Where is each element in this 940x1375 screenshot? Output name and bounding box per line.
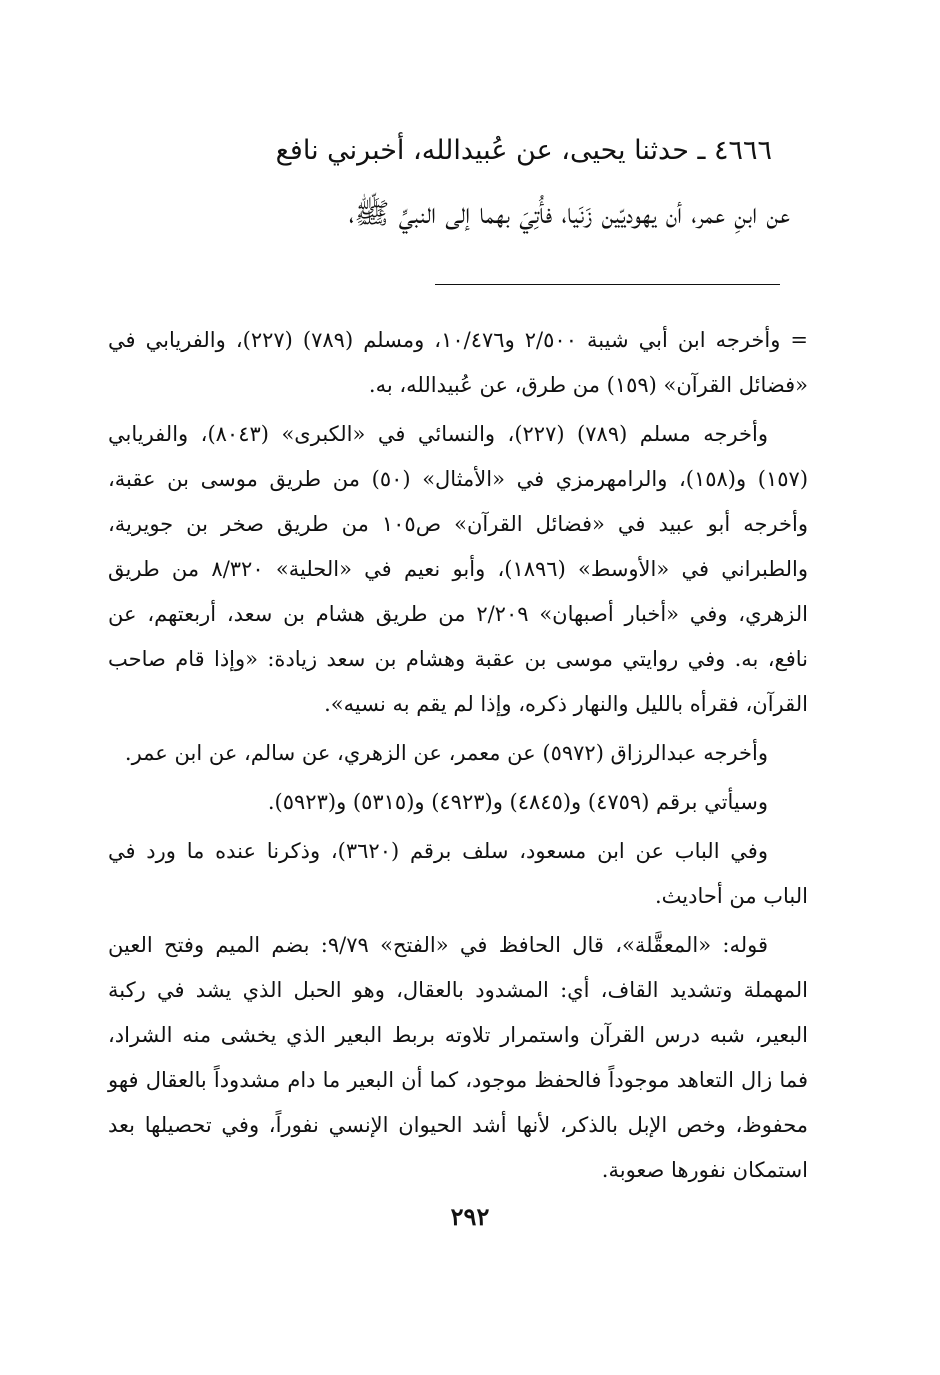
footnotes [108, 318, 808, 1197]
footnote-divider [435, 284, 780, 285]
footnote-paragraph-6: قوله: «المعقَّلة»، قال الحافظ في «الفتح» ٩/٧٩: بضم الميم وفتح العين المهملة وتشديد القاف، أي: المشدود بالعقال، وهو الحبل الذي يشد في ركبة البعير، شبه درس القرآن واستمرار تلاوته بربط البعير الذي يخشى منه الشراد، فما زال التعاهد موجوداً فالحفظ موجود، كما أن البعير ما دام مشدوداً بالعقال فهو محفوظ، وخص الإبل بالذكر، لأنها أشد الحيوان الإنسي نفوراً، وفي تحصيلها بعد استمكان نفورها صعوبة. [108, 933, 808, 1182]
footnote-paragraph-3: وأخرجه عبدالرزاق (٥٩٧٢) عن معمر، عن الزهري، عن سالم، عن ابن عمر. [124, 741, 768, 765]
hadith-line-2: عن ابنِ عمر، أن يهوديّين زَنَيا، فأُتِيَ بهما إلى النبيِّ ﷺ، [348, 196, 790, 230]
page-number: ٢٩٢ [450, 1202, 490, 1231]
footnote-paragraph-5: وفي الباب عن ابن مسعود، سلف برقم (٣٦٢٠)، وذكرنا عنده ما ورد في الباب من أحاديث. [108, 839, 808, 908]
hadith-line-1: ٤٦٦٦ ـ حدثنا يحيى، عن عُبيدالله، أخبرني نافع [275, 135, 772, 166]
footnote-paragraph-1: = وأخرجه ابن أبي شيبة ٢/٥٠٠ و١٠/٤٧٦، ومسلم (٧٨٩) (٢٢٧)، والفريابي في «فضائل القرآن» (١٥٩) من طرق، عن عُبيدالله، به. [108, 328, 809, 397]
footnote-paragraph-4: وسيأتي برقم (٤٧٥٩) و(٤٨٤٥) و(٤٩٢٣) و(٥٣١٥) و(٥٩٢٣). [267, 790, 768, 814]
hadith-text [130, 120, 790, 244]
footnote-paragraph-2: وأخرجه مسلم (٧٨٩) (٢٢٧)، والنسائي في «الكبرى» (٨٠٤٣)، والفريابي (١٥٧) و(١٥٨)، والرامهرمزي في «الأمثال» (٥٠) من طريق موسى بن عقبة، وأخرجه أبو عبيد في «فضائل القرآن» ص١٠٥ من طريق صخر بن جويرية، والطبراني في «الأوسط» (١٨٩٦)، وأبو نعيم في «الحلية» ٨/٣٢٠ من طريق الزهري، وفي «أخبار أصبهان» ٢/٢٠٩ من طريق هشام بن سعد، أربعتهم، عن نافع، به. وفي روايتي موسى بن عقبة وهشام بن سعد زيادة: «وإذا قام صاحب القرآن، فقرأه بالليل والنهار ذكره، وإذا لم يقم به نسيه». [108, 422, 809, 716]
